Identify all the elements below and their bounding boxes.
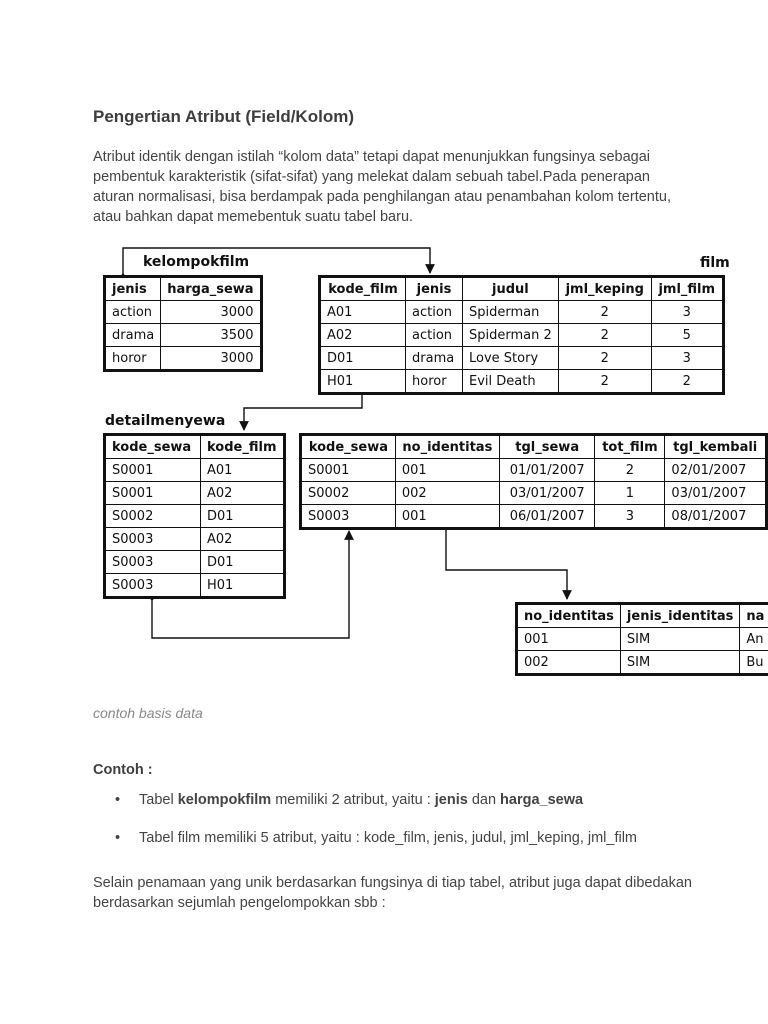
intro-paragraph: Atribut identik dengan istilah “kolom data” tetapi dapat menunjukkan fungsinya sebagai pembentuk karakteristik (sifat-sifat) yang melekat dalam sebuah tabel.Pada penerapan aturan normalisasi, bisa berdampak pada penghilangan atau penambahan kolom tertentu, atau bahkan dapat memebentuk suatu tabel baru. [93, 149, 671, 225]
header-cell: tot_film [595, 435, 665, 459]
table-row [105, 505, 285, 528]
diagram-caption: contoh basis data [93, 705, 203, 721]
bullet-icon: • [115, 830, 121, 846]
header-cell: tgl_kembali [665, 435, 767, 459]
cell: 2 [651, 370, 723, 394]
header-cell: jml_film [651, 277, 723, 301]
cell: S0002 [105, 505, 201, 528]
table-row [320, 324, 724, 347]
table-header-row [320, 277, 724, 301]
table-header-row [301, 435, 767, 459]
closing-paragraph: Selain penamaan yang unik berdasarkan fungsinya di tiap tabel, atribut juga dapat dibedakan berdasarkan sejumlah pengelompokkan sbb : [93, 875, 692, 911]
table-row [301, 505, 767, 529]
text: Tabel film memiliki 5 atribut, yaitu : kode_film, jenis, judul, jml_keping, jml_film [139, 830, 638, 846]
table-row [320, 301, 724, 324]
header-cell: jml_keping [558, 277, 651, 301]
cell: S0003 [301, 505, 396, 529]
cell: D01 [201, 505, 285, 528]
cell: A02 [201, 482, 285, 505]
page-heading: Pengertian Atribut (Field/Kolom) [93, 107, 354, 126]
cell: D01 [201, 551, 285, 574]
cell: Love Story [463, 347, 559, 370]
cell: drama [406, 347, 463, 370]
contoh-heading: Contoh : [93, 762, 153, 778]
table-header-row [517, 604, 768, 628]
table-detailmenyewa [103, 433, 286, 599]
cell: Evil Death [463, 370, 559, 394]
cell: D01 [320, 347, 406, 370]
table-row [320, 347, 724, 370]
cell: 3000 [161, 301, 261, 324]
label-detailmenyewa: detailmenyewa [105, 413, 226, 429]
table-row [301, 482, 767, 505]
cell: S0003 [105, 551, 201, 574]
arrow-menyewa-penyewa [446, 531, 567, 599]
table-row [105, 551, 285, 574]
table-row [105, 324, 262, 347]
cell: 001 [395, 459, 499, 482]
table-row [301, 459, 767, 482]
label-kelompokfilm: kelompokfilm [143, 254, 250, 270]
cell: 2 [595, 459, 665, 482]
cell: Spiderman [463, 301, 559, 324]
header-cell: harga_sewa [161, 277, 261, 301]
header-cell: no_identitas [395, 435, 499, 459]
cell: SIM [620, 628, 739, 651]
database-diagram [0, 240, 768, 680]
cell: 3 [595, 505, 665, 529]
cell: 3500 [161, 324, 261, 347]
example-list [93, 790, 733, 866]
cell: drama [105, 324, 161, 347]
cell: S0003 [105, 528, 201, 551]
cell: action [105, 301, 161, 324]
cell: A01 [320, 301, 406, 324]
text: Tabel [139, 792, 178, 808]
table-row [105, 347, 262, 371]
cell: S0001 [301, 459, 396, 482]
list-item [93, 828, 733, 848]
cell: SIM [620, 651, 739, 675]
cell: 03/01/2007 [499, 482, 595, 505]
header-cell: judul [463, 277, 559, 301]
header-cell: kode_sewa [105, 435, 201, 459]
cell: 01/01/2007 [499, 459, 595, 482]
text: dan [467, 792, 501, 808]
cell: 2 [558, 370, 651, 394]
cell: 3 [651, 301, 723, 324]
cell: H01 [201, 574, 285, 598]
table-row [517, 628, 768, 651]
cell: action [406, 301, 463, 324]
cell: An [740, 628, 768, 651]
cell: 5 [651, 324, 723, 347]
table-film [318, 275, 725, 395]
bold-text: harga_sewa [500, 792, 584, 808]
bold-text: jenis [434, 792, 468, 808]
cell: 08/01/2007 [665, 505, 767, 529]
cell: 06/01/2007 [499, 505, 595, 529]
cell: 2 [558, 347, 651, 370]
cell: 2 [558, 324, 651, 347]
table-kelompokfilm [103, 275, 263, 372]
table-row [105, 482, 285, 505]
cell: S0001 [105, 459, 201, 482]
table-header-row [105, 277, 262, 301]
cell: S0002 [301, 482, 396, 505]
cell: 1 [595, 482, 665, 505]
label-film: film [700, 255, 730, 271]
table-row [517, 651, 768, 675]
header-cell: na [740, 604, 768, 628]
cell: A02 [201, 528, 285, 551]
table-row [105, 574, 285, 598]
cell: A02 [320, 324, 406, 347]
header-cell: kode_film [201, 435, 285, 459]
cell: 001 [517, 628, 621, 651]
cell: 001 [395, 505, 499, 529]
text: memiliki 2 atribut, yaitu : [271, 792, 435, 808]
header-cell: jenis_identitas [620, 604, 739, 628]
cell: S0001 [105, 482, 201, 505]
cell: 03/01/2007 [665, 482, 767, 505]
cell: horor [406, 370, 463, 394]
cell: 3000 [161, 347, 261, 371]
header-cell: no_identitas [517, 604, 621, 628]
header-cell: kode_film [320, 277, 406, 301]
header-cell: jenis [105, 277, 161, 301]
cell: 3 [651, 347, 723, 370]
cell: 2 [558, 301, 651, 324]
header-cell: tgl_sewa [499, 435, 595, 459]
header-cell: jenis [406, 277, 463, 301]
cell: horor [105, 347, 161, 371]
cell: H01 [320, 370, 406, 394]
table-penyewa [515, 602, 768, 676]
cell: 002 [395, 482, 499, 505]
cell: Bu [740, 651, 768, 675]
table-row [105, 301, 262, 324]
cell: A01 [201, 459, 285, 482]
cell: 002 [517, 651, 621, 675]
table-header-row [105, 435, 285, 459]
bold-text: kelompokfilm [177, 792, 272, 808]
table-menyewa [299, 433, 768, 530]
header-cell: kode_sewa [301, 435, 396, 459]
cell: Spiderman 2 [463, 324, 559, 347]
table-row [320, 370, 724, 394]
table-row [105, 528, 285, 551]
cell: 02/01/2007 [665, 459, 767, 482]
bullet-icon: • [115, 792, 121, 808]
cell: action [406, 324, 463, 347]
cell: S0003 [105, 574, 201, 598]
list-item [93, 790, 733, 810]
table-row [105, 459, 285, 482]
arrow-film-detailmenyewa [244, 394, 362, 430]
